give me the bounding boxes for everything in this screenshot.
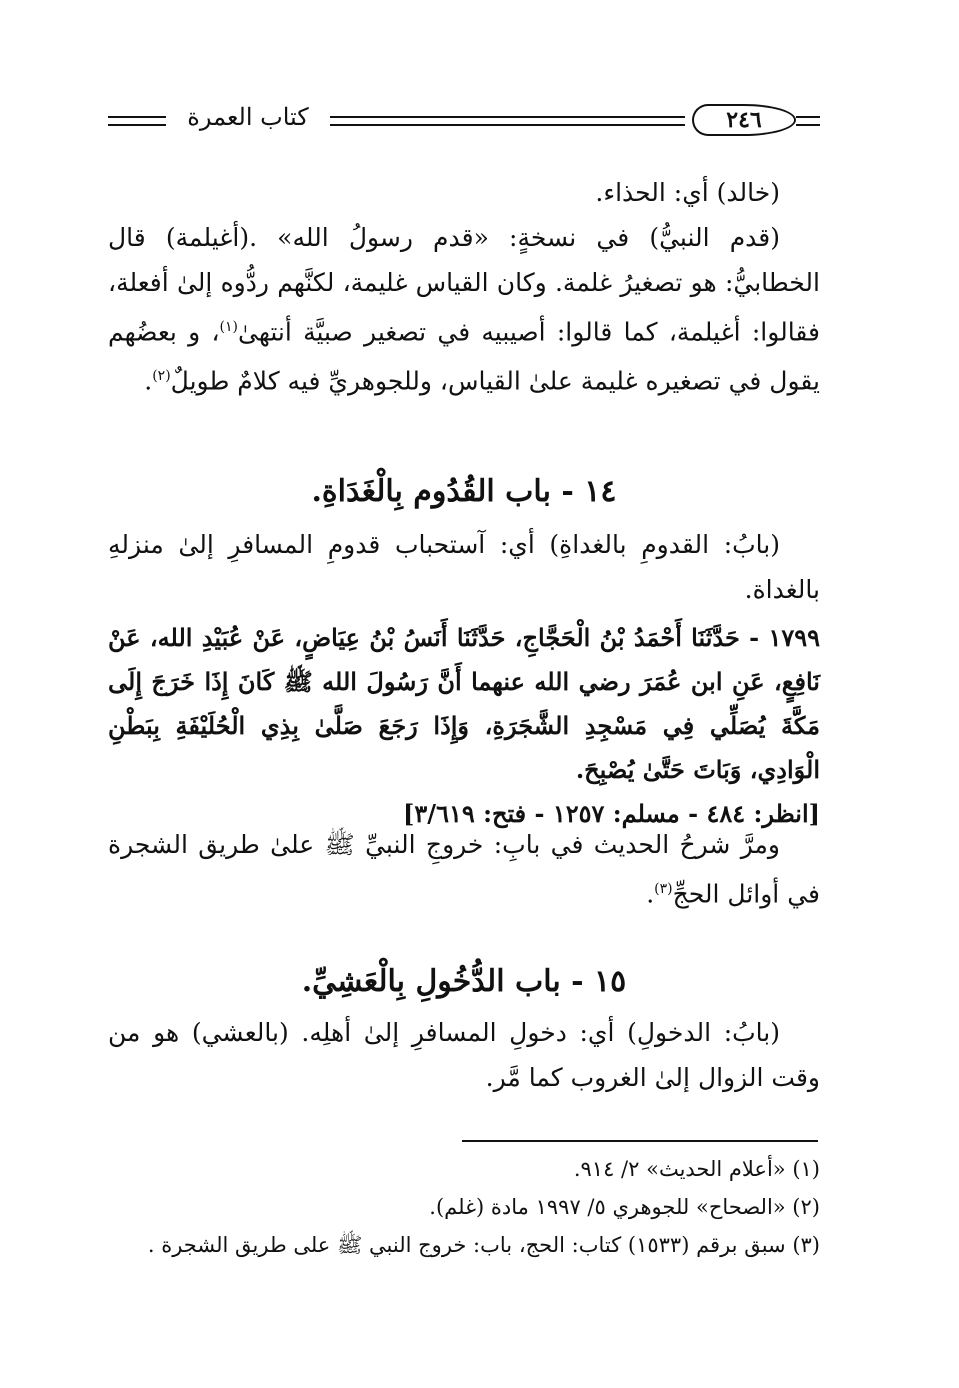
footnote-ref-2[interactable]: (٢) xyxy=(152,368,171,385)
paragraph-khalid: (خالد) أي: الحذاء. xyxy=(595,178,780,207)
footnotes xyxy=(108,1150,820,1264)
book-title: كتاب العمرة xyxy=(187,103,309,131)
header-rule-left xyxy=(108,116,166,126)
paragraph-text-cont: ، و بعضُهم يقول في تصغيره غليمة علىٰ القياس، وللجوهريِّ فيه كلامٌ طويلٌ xyxy=(108,317,820,396)
chapter-15-body xyxy=(108,1010,820,1100)
chapter-15-title: ١٥ - باب الدُّخُولِ بِالْعَشِيِّ. xyxy=(301,964,627,999)
footnote-1: (١) «أعلام الحديث» ٢/ ٩١٤. xyxy=(573,1157,820,1181)
footnote-ref-1[interactable]: (١) xyxy=(219,319,238,335)
header-rule-middle xyxy=(330,116,685,126)
footnote-3: (٣) سبق برقم (١٥٣٣) كتاب: الحج، باب: خروج النبي ﷺ على طريق الشجرة . xyxy=(147,1233,820,1257)
paragraph-sharh xyxy=(108,822,820,916)
section-sharh xyxy=(108,822,820,916)
paragraph-end: . xyxy=(144,366,153,396)
page-header xyxy=(108,100,820,140)
footnote-ref-3[interactable]: (٣) xyxy=(654,881,673,897)
paragraph-text: (قدم النبيُّ) في نسخةٍ: «قدم رسولُ الله» .(أغيلمة) قال الخطابيُّ: هو تصغيرُ غلمة. وكان القياس غليمة، لكنَّهم ردُّوه إلىٰ أفعلة، فقالوا: أغيلمة، كما قالوا: أصيبيه في تصغير صبيَّة أنتهىٰ xyxy=(108,223,820,347)
header-rule-right xyxy=(796,116,820,126)
section-intro xyxy=(108,170,820,404)
hadith-references: [انظر: ٤٨٤ - مسلم: ١٢٥٧ - فتح: ٣/٦١٩] xyxy=(403,799,820,828)
paragraph-text: ومرَّ شرحُ الحديث في بابِ: خروجِ النبيِّ ﷺ علىٰ طريق الشجرة في أوائل الحجِّ xyxy=(108,830,820,909)
paragraph-qudum: (بابُ: القدومِ بالغداةِ) أي: آستحباب قدومِ المسافرِ إلىٰ منزلهِ بالغداة. xyxy=(108,530,820,604)
hadith-text: ١٧٩٩ - حَدَّثَنَا أَحْمَدُ بْنُ الْحَجَّاجِ، حَدَّثَنَا أَنَسُ بْنُ عِيَاضٍ، عَنْ عُبَيْدِ الله، عَنْ نَافِعٍ، عَنِ ابن عُمَرَ رضي الله عنهما أَنَّ رَسُولَ الله ﷺ كَانَ إِذَا خَرَجَ إِلَى مَكَّةَ يُصَلِّي فِي مَسْجِدِ الشَّجَرَةِ، وَإِذَا رَجَعَ صَلَّىٰ بِذِي الْحُلَيْفَةِ بِبَطْنِ الْوَادِي، وَبَاتَ حَتَّىٰ يُصْبِحَ. xyxy=(108,623,820,784)
chapter-14-body xyxy=(108,522,820,612)
paragraph-end: . xyxy=(646,879,655,909)
footnote-divider xyxy=(462,1140,818,1142)
hadith-1799 xyxy=(108,616,820,836)
page-number: ٢٤٦ xyxy=(692,104,796,136)
paragraph-dukhul: (بابُ: الدخولِ) أي: دخولِ المسافرِ إلىٰ أهلِه. (بالعشي) هو من وقت الزوال إلىٰ الغروب كما مَّر. xyxy=(108,1018,820,1092)
footnote-2: (٢) «الصحاح» للجوهري ٥/ ١٩٩٧ مادة (غلم). xyxy=(429,1195,820,1219)
paragraph-ughaylima xyxy=(108,215,820,404)
chapter-14-title: ١٤ - باب القُدُوم بِالْغَدَاةِ. xyxy=(311,474,617,509)
